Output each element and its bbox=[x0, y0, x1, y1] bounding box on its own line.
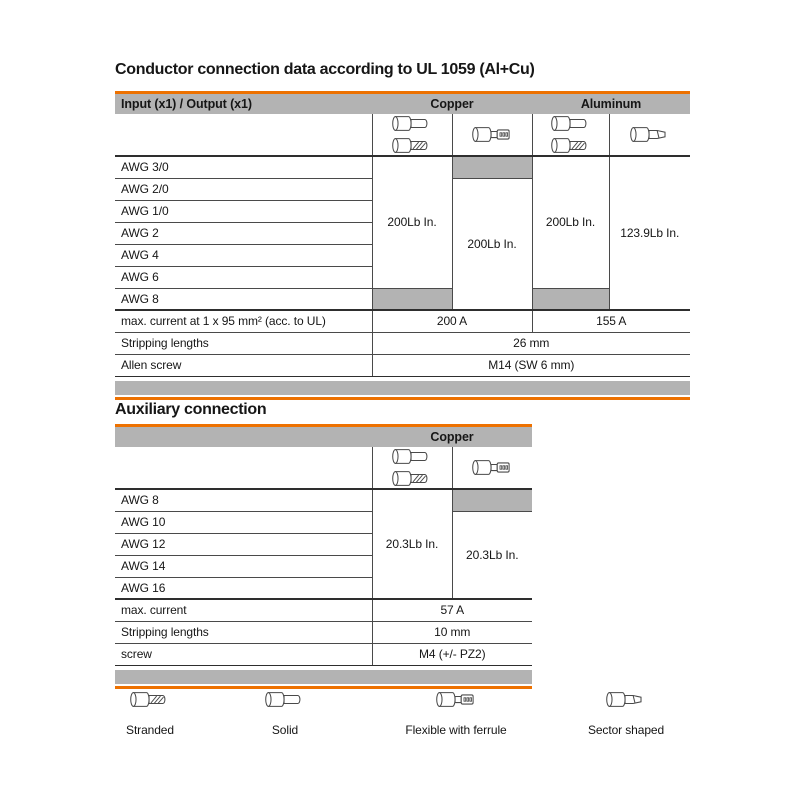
legend-item-solid bbox=[210, 690, 360, 737]
stripping-lengths-row bbox=[115, 621, 532, 643]
accent-rule bbox=[115, 397, 690, 400]
max-current-row bbox=[115, 310, 690, 332]
solid-conductor-icon bbox=[391, 447, 433, 466]
table-footer-bar bbox=[115, 381, 690, 395]
awg-label: AWG 2/0 bbox=[115, 178, 372, 200]
stripping-length-value: 26 mm bbox=[372, 332, 690, 354]
allen-screw-value: M14 (SW 6 mm) bbox=[372, 354, 690, 376]
aluminum-solid-stranded-column bbox=[532, 114, 609, 156]
row-label: max. current at 1 x 95 mm² (acc. to UL) bbox=[115, 310, 372, 332]
torque-copper-ferrule: 20.3Lb In. bbox=[452, 511, 532, 599]
sector-conductor-icon bbox=[629, 125, 671, 144]
auxiliary-connection-table bbox=[115, 427, 532, 666]
screw-value: M4 (+/- PZ2) bbox=[372, 643, 532, 665]
not-applicable-cell bbox=[452, 489, 532, 511]
awg-label: AWG 6 bbox=[115, 266, 372, 288]
awg-label: AWG 3/0 bbox=[115, 156, 372, 178]
stripping-lengths-row bbox=[115, 332, 690, 354]
awg-label: AWG 10 bbox=[115, 511, 372, 533]
legend-label: Stranded bbox=[126, 723, 174, 737]
stranded-conductor-icon bbox=[129, 690, 171, 709]
row-label: Allen screw bbox=[115, 354, 372, 376]
awg-label: AWG 14 bbox=[115, 555, 372, 577]
legend-item-sector bbox=[551, 690, 701, 737]
empty-cell bbox=[115, 114, 372, 156]
legend-item-ferrule bbox=[381, 690, 531, 737]
conductor-connection-table bbox=[115, 94, 690, 377]
solid-conductor-icon bbox=[391, 114, 433, 133]
table-row bbox=[115, 156, 690, 178]
not-applicable-cell bbox=[372, 288, 452, 310]
awg-label: AWG 2 bbox=[115, 222, 372, 244]
max-current-value: 57 A bbox=[372, 599, 532, 621]
solid-conductor-icon bbox=[264, 690, 306, 709]
torque-copper-solid-stranded: 200Lb In. bbox=[372, 156, 452, 288]
row-label: Stripping lengths bbox=[115, 621, 372, 643]
ferrule-conductor-icon bbox=[435, 690, 477, 709]
stranded-conductor-icon bbox=[391, 136, 433, 155]
header-group-copper: Copper bbox=[372, 427, 532, 447]
conductor-connection-section bbox=[115, 91, 690, 400]
conductor-type-icons-row bbox=[115, 114, 690, 156]
legend-item-stranded bbox=[75, 690, 225, 737]
max-current-aluminum: 155 A bbox=[532, 310, 690, 332]
awg-label: AWG 8 bbox=[115, 489, 372, 511]
legend-label: Sector shaped bbox=[587, 723, 665, 737]
awg-label: AWG 1/0 bbox=[115, 200, 372, 222]
header-group-copper: Copper bbox=[372, 94, 532, 114]
row-label: Stripping lengths bbox=[115, 332, 372, 354]
table-header-row bbox=[115, 427, 532, 447]
max-current-copper: 200 A bbox=[372, 310, 532, 332]
table-header-row bbox=[115, 94, 690, 114]
table-footer-bar bbox=[115, 670, 532, 684]
section-title-auxiliary-connection: Auxiliary connection bbox=[115, 401, 267, 418]
auxiliary-connection-section bbox=[115, 424, 532, 689]
header-input-output: Input (x1) / Output (x1) bbox=[115, 94, 372, 114]
aluminum-sector-column bbox=[609, 114, 690, 156]
sector-conductor-icon bbox=[605, 690, 647, 709]
stranded-conductor-icon bbox=[391, 469, 433, 488]
copper-ferrule-column bbox=[452, 114, 532, 156]
torque-copper-ferrule: 200Lb In. bbox=[452, 178, 532, 310]
copper-solid-stranded-column bbox=[372, 114, 452, 156]
max-current-row bbox=[115, 599, 532, 621]
header-group-aluminum: Aluminum bbox=[532, 94, 690, 114]
accent-rule bbox=[115, 686, 532, 689]
not-applicable-cell bbox=[532, 288, 609, 310]
row-label: screw bbox=[115, 643, 372, 665]
awg-label: AWG 12 bbox=[115, 533, 372, 555]
torque-aluminum-sector: 123.9Lb In. bbox=[609, 156, 690, 310]
solid-conductor-icon bbox=[550, 114, 592, 133]
copper-solid-stranded-column bbox=[372, 447, 452, 489]
stranded-conductor-icon bbox=[550, 136, 592, 155]
not-applicable-cell bbox=[452, 156, 532, 178]
legend-label: Flexible with ferrule bbox=[405, 723, 507, 737]
legend-label: Solid bbox=[271, 723, 299, 737]
screw-row bbox=[115, 643, 532, 665]
awg-label: AWG 16 bbox=[115, 577, 372, 599]
ferrule-conductor-icon bbox=[471, 125, 513, 144]
conductor-type-icons-row bbox=[115, 447, 532, 489]
awg-label: AWG 4 bbox=[115, 244, 372, 266]
table-row bbox=[115, 288, 690, 310]
copper-ferrule-column bbox=[452, 447, 532, 489]
table-row bbox=[115, 489, 532, 511]
torque-aluminum-solid-stranded: 200Lb In. bbox=[532, 156, 609, 288]
row-label: max. current bbox=[115, 599, 372, 621]
section-title-conductor-connection: Conductor connection data according to UL 1059 (Al+Cu) bbox=[115, 61, 535, 78]
awg-label: AWG 8 bbox=[115, 288, 372, 310]
ferrule-conductor-icon bbox=[471, 458, 513, 477]
stripping-length-value: 10 mm bbox=[372, 621, 532, 643]
allen-screw-row bbox=[115, 354, 690, 376]
empty-header-cell bbox=[115, 427, 372, 447]
torque-copper-solid-stranded: 20.3Lb In. bbox=[372, 489, 452, 599]
empty-cell bbox=[115, 447, 372, 489]
table-row bbox=[115, 511, 532, 533]
